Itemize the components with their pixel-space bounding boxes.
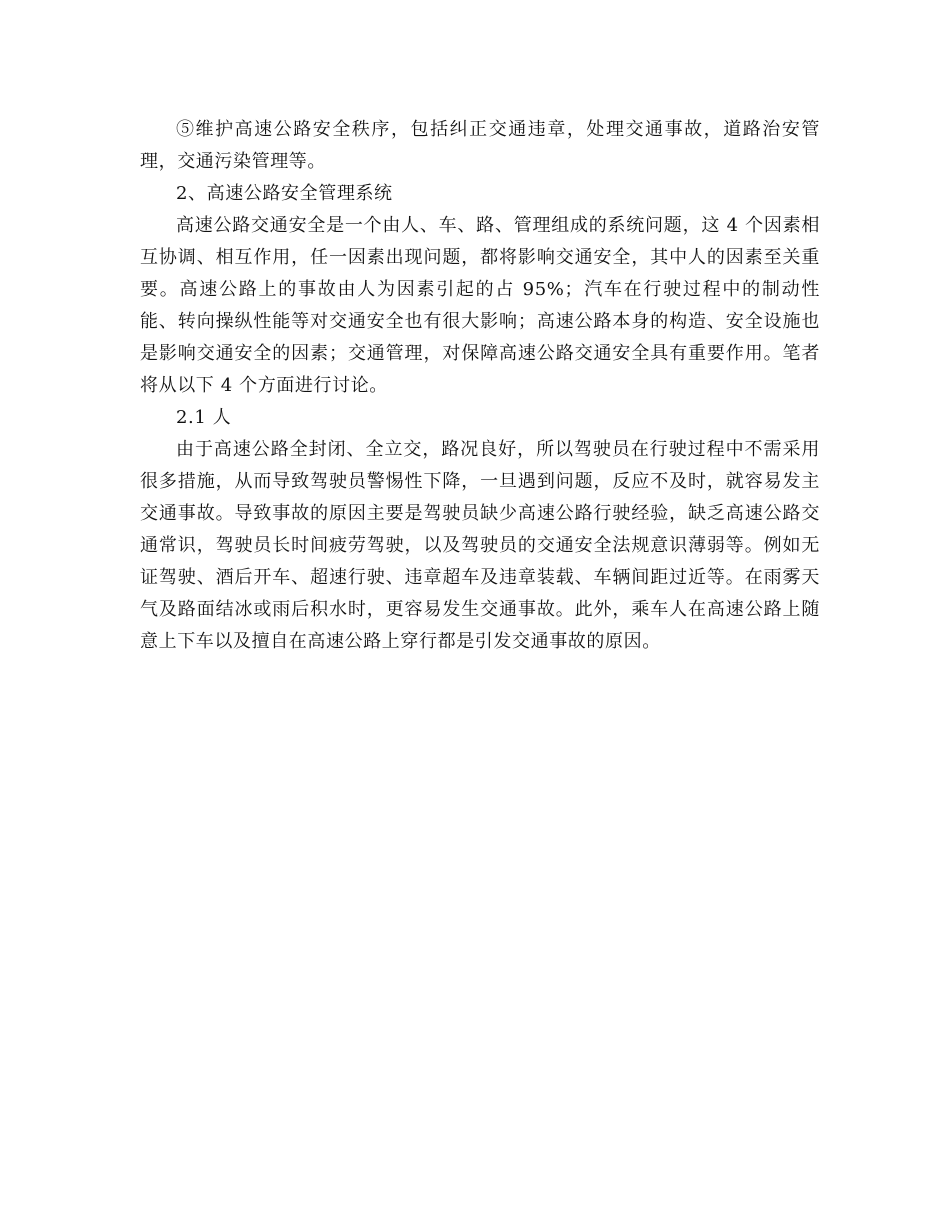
paragraph-system-overview: 高速公路交通安全是一个由人、车、路、管理组成的系统问题，这 4 个因素相互协调、相互作用，任一因素出现问题，都将影响交通安全，其中人的因素至关重要。高速公路上的事故由人为因素引起的占 95%；汽车在行驶过程中的制动性能、转向操纵性能等对交通安全也有很大影响；高速公路本身的构造、安全设施也是影响交通安全的因素；交通管理，对保障高速公路交通安全具有重要作用。笔者将从以下 4 个方面进行讨论。 [140,215,820,396]
subsection-heading-people: 2.1 人 [176,407,232,428]
paragraph-item-5: ⑤维护高速公路安全秩序，包括纠正交通违章，处理交通事故，道路治安管理，交通污染管理等。 [140,119,820,172]
paragraph-people: 由于高速公路全封闭、全立交，路况良好，所以驾驶员在行驶过程中不需采用很多措施，从而导致驾驶员警惕性下降，一旦遇到问题，反应不及时，就容易发主交通事故。导致事故的原因主要是驾驶员缺少高速公路行驶经验，缺乏高速公路交通常识，驾驶员长时间疲劳驾驶，以及驾驶员的交通安全法规意识薄弱等。例如无证驾驶、酒后开车、超速行驶、违章超车及违章装载、车辆间距过近等。在雨雾天气及路面结冰或雨后积水时，更容易发生交通事故。此外，乘车人在高速公路上随意上下车以及擅自在高速公路上穿行都是引发交通事故的原因。 [140,439,820,652]
document-body [140,114,820,658]
section-heading-safety-system: 2、高速公路安全管理系统 [176,183,393,204]
